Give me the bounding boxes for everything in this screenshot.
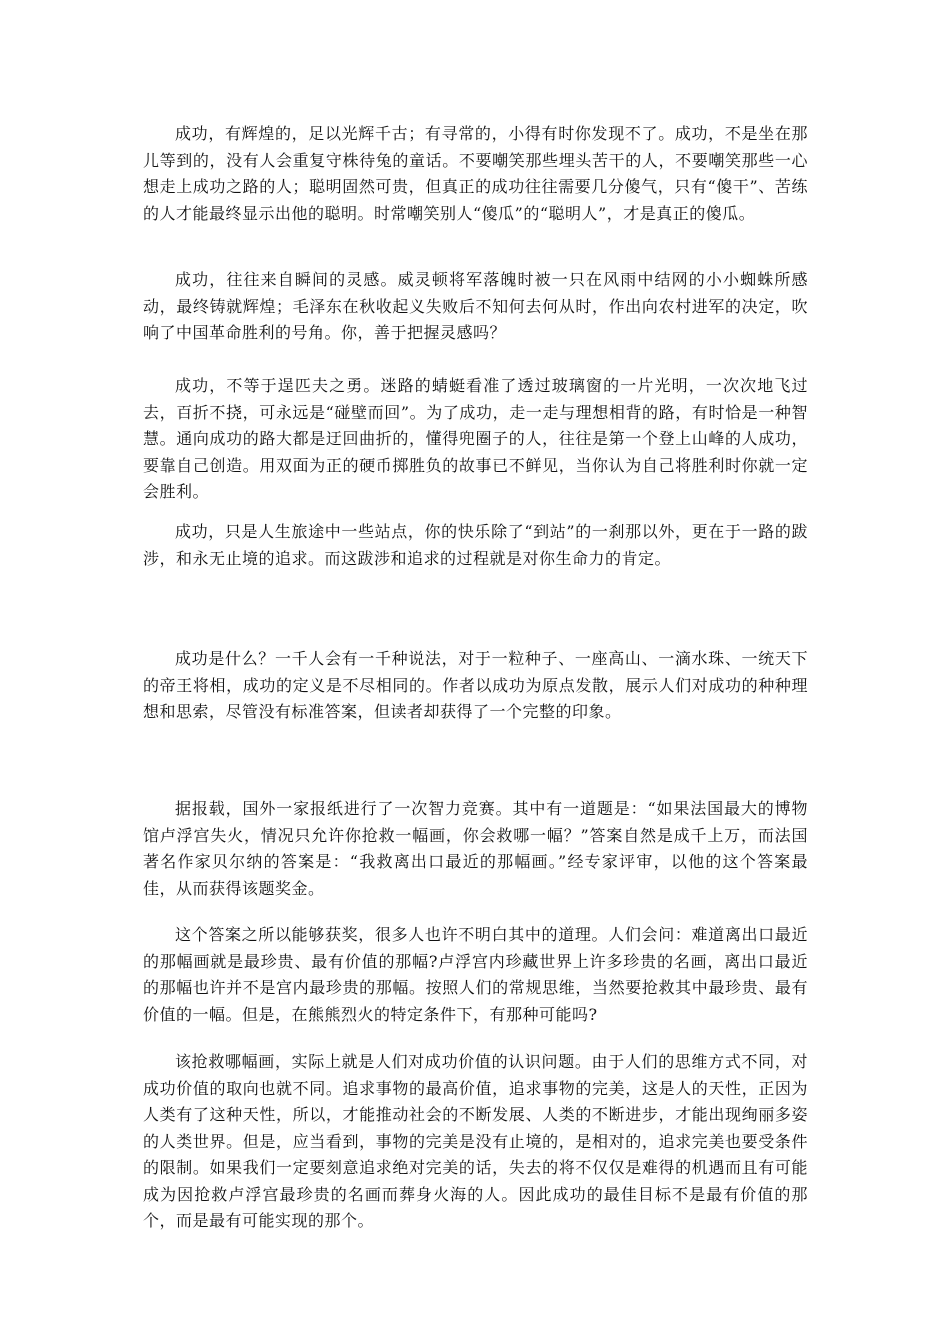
- paragraph-7: 这个答案之所以能够获奖，很多人也许不明白其中的道理。人们会问：难道离出口最近的那幅画就是最珍贵、最有价值的那幅?卢浮宫内珍藏世界上许多珍贵的名画，离出口最近的那幅也许并不是宫内最珍贵的那幅。按照人们的常规思维，当然要抢救其中最珍贵、最有价值的一幅。但是，在熊熊烈火的特定条件下，有那种可能吗?: [143, 925, 808, 1024]
- paragraph-8: 该抢救哪幅画，实际上就是人们对成功价值的认识问题。由于人们的思维方式不同，对成功价值的取向也就不同。追求事物的最高价值，追求事物的完美，这是人的天性，正因为人类有了这种天性，所以，才能推动社会的不断发展、人类的不断进步，才能出现绚丽多姿的人类世界。但是，应当看到，事物的完美是没有止境的，是相对的，追求完美也要受条件的限制。如果我们一定要刻意追求绝对完美的话，失去的将不仅仅是难得的机遇而且有可能成为因抢救卢浮宫最珍贵的名画而葬身火海的人。因此成功的最佳目标不是最有价值的那个，而是最有可能实现的那个。: [143, 1052, 808, 1230]
- paragraph-1: 成功，有辉煌的，足以光辉千古；有寻常的，小得有时你发现不了。成功，不是坐在那儿等到的，没有人会重复守株待兔的童话。不要嘲笑那些埋头苦干的人，不要嘲笑那些一心想走上成功之路的人；聪明固然可贵，但真正的成功往往需要几分傻气，只有“傻干”、苦练的人才能最终显示出他的聪明。时常嘲笑别人“傻瓜”的“聪明人”，才是真正的傻瓜。: [143, 124, 808, 223]
- paragraph-3: 成功，不等于逞匹夫之勇。迷路的蜻蜓看准了透过玻璃窗的一片光明，一次次地飞过去，百折不挠，可永远是“碰壁而回”。为了成功，走一走与理想相背的路，有时恰是一种智慧。通向成功的路大都是迂回曲折的，懂得兜圈子的人，往往是第一个登上山峰的人成功，要靠自己创造。用双面为正的硬币掷胜负的故事已不鲜见，当你认为自己将胜利时你就一定会胜利。: [143, 376, 808, 501]
- paragraph-6: 据报载，国外一家报纸进行了一次智力竞赛。其中有一道题是：“如果法国最大的博物馆卢浮宫失火，情况只允许你抢救一幅画，你会救哪一幅？”答案自然是成千上万，而法国著名作家贝尔纳的答案是：“我救离出口最近的那幅画。”经专家评审，以他的这个答案最佳，从而获得该题奖金。: [143, 799, 808, 898]
- paragraph-4: 成功，只是人生旅途中一些站点，你的快乐除了“到站”的一刹那以外，更在于一路的跋涉，和永无止境的追求。而这跋涉和追求的过程就是对你生命力的肯定。: [143, 522, 808, 568]
- paragraph-5: 成功是什么？一千人会有一千种说法，对于一粒种子、一座高山、一滴水珠、一统天下的帝王将相，成功的定义是不尽相同的。作者以成功为原点发散，展示人们对成功的种种理想和思索，尽管没有标准答案，但读者却获得了一个完整的印象。: [143, 649, 808, 721]
- paragraph-2: 成功，往往来自瞬间的灵感。威灵顿将军落魄时被一只在风雨中结网的小小蜘蛛所感动，最终铸就辉煌；毛泽东在秋收起义失败后不知何去何从时，作出向农村进军的决定，吹响了中国革命胜利的号角。你，善于把握灵感吗？: [143, 270, 808, 342]
